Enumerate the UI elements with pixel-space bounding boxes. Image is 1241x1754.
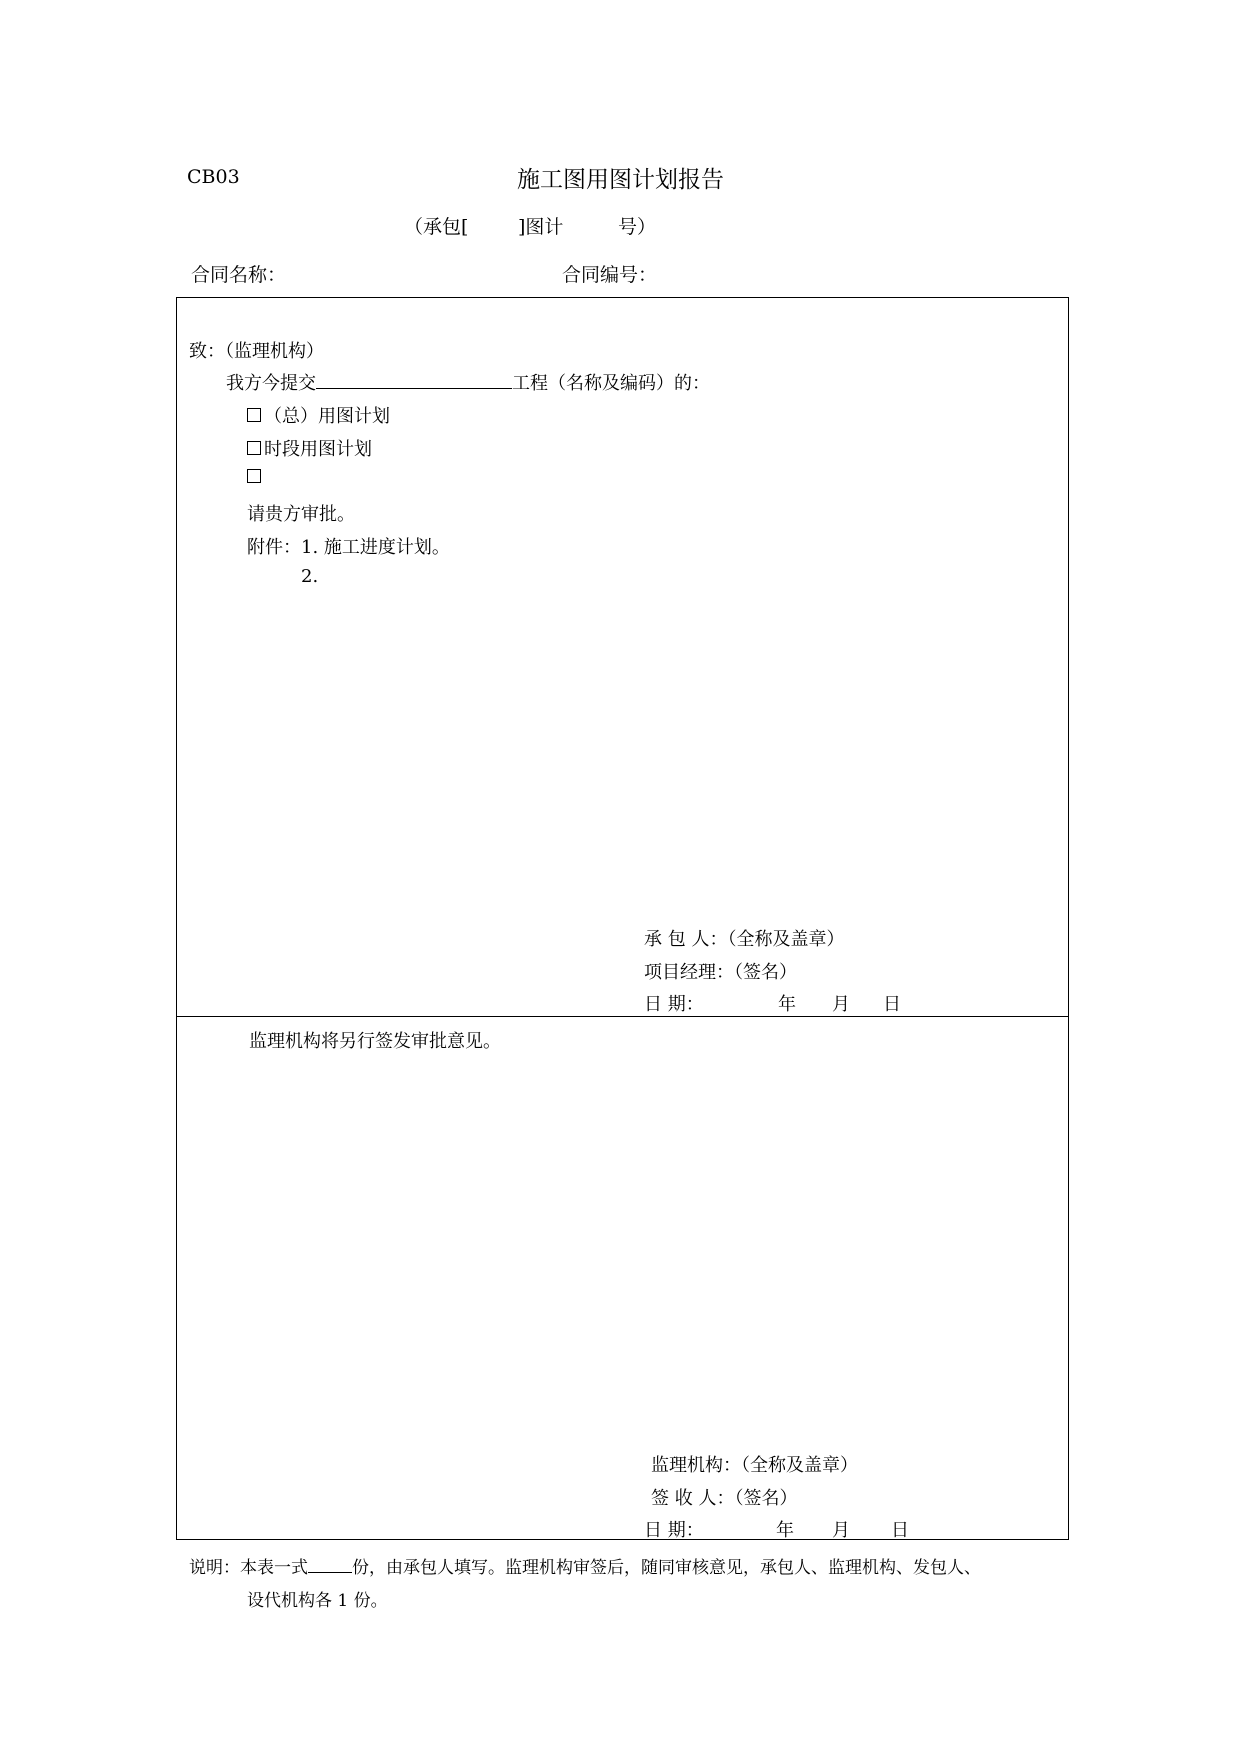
option-label: 时段用图计划 xyxy=(264,439,372,460)
supervisor-sign: 监理机构：（全称及盖章） xyxy=(651,1455,858,1476)
note-mid: 份，由承包人填写。监理机构审签后，随同审核意见，承包人、监理机构、发包人、 xyxy=(352,1558,981,1578)
attachment-label: 附件： xyxy=(247,537,301,558)
page-title: 施工图用图计划报告 xyxy=(517,167,724,193)
checkbox[interactable] xyxy=(247,441,261,455)
attachment-item: 1. 施工进度计划。 xyxy=(301,537,450,558)
option-blank xyxy=(247,467,264,488)
receiver-sign: 签 收 人：（签名） xyxy=(651,1488,798,1509)
subtitle-mid: ]图计 xyxy=(518,216,564,238)
project-blank[interactable] xyxy=(316,387,512,389)
checkbox[interactable] xyxy=(247,408,261,422)
subtitle-suffix: 号） xyxy=(618,216,657,238)
contract-no-label: 合同编号： xyxy=(562,264,658,286)
submit-prefix: 我方今提交 xyxy=(226,373,316,394)
date-month: 月 xyxy=(832,1520,850,1541)
date-label: 日 期： xyxy=(644,1520,704,1541)
date-label: 日 期： xyxy=(644,994,704,1015)
date-day: 日 xyxy=(891,1520,909,1541)
attachment-item: 2. xyxy=(301,566,319,587)
date-month: 月 xyxy=(832,994,850,1015)
contractor-sign: 承 包 人：（全称及盖章） xyxy=(644,929,845,950)
review-statement: 监理机构将另行签发审批意见。 xyxy=(249,1031,501,1052)
review-section xyxy=(176,1016,1069,1540)
footer-note-line2: 设代机构各 1 份。 xyxy=(247,1591,388,1611)
footer-note xyxy=(189,1553,981,1578)
note-prefix: 说明：本表一式 xyxy=(189,1558,308,1578)
option-label: （总）用图计划 xyxy=(264,406,390,427)
contract-name-label: 合同名称： xyxy=(191,264,287,286)
submit-line xyxy=(226,369,710,395)
form-code: CB03 xyxy=(187,166,240,188)
option-period-plan xyxy=(247,435,372,461)
manager-sign: 项目经理：（签名） xyxy=(644,962,797,983)
subtitle-prefix: （承包[ xyxy=(404,216,469,238)
date-year: 年 xyxy=(778,994,796,1015)
to-line: 致：（监理机构） xyxy=(189,341,324,362)
copies-blank[interactable] xyxy=(308,1571,352,1573)
date-day: 日 xyxy=(883,994,901,1015)
date-year: 年 xyxy=(776,1520,794,1541)
submit-suffix: 工程（名称及编码）的： xyxy=(512,373,710,394)
request-text: 请贵方审批。 xyxy=(247,504,355,525)
checkbox[interactable] xyxy=(247,469,261,483)
option-total-plan xyxy=(247,402,390,428)
